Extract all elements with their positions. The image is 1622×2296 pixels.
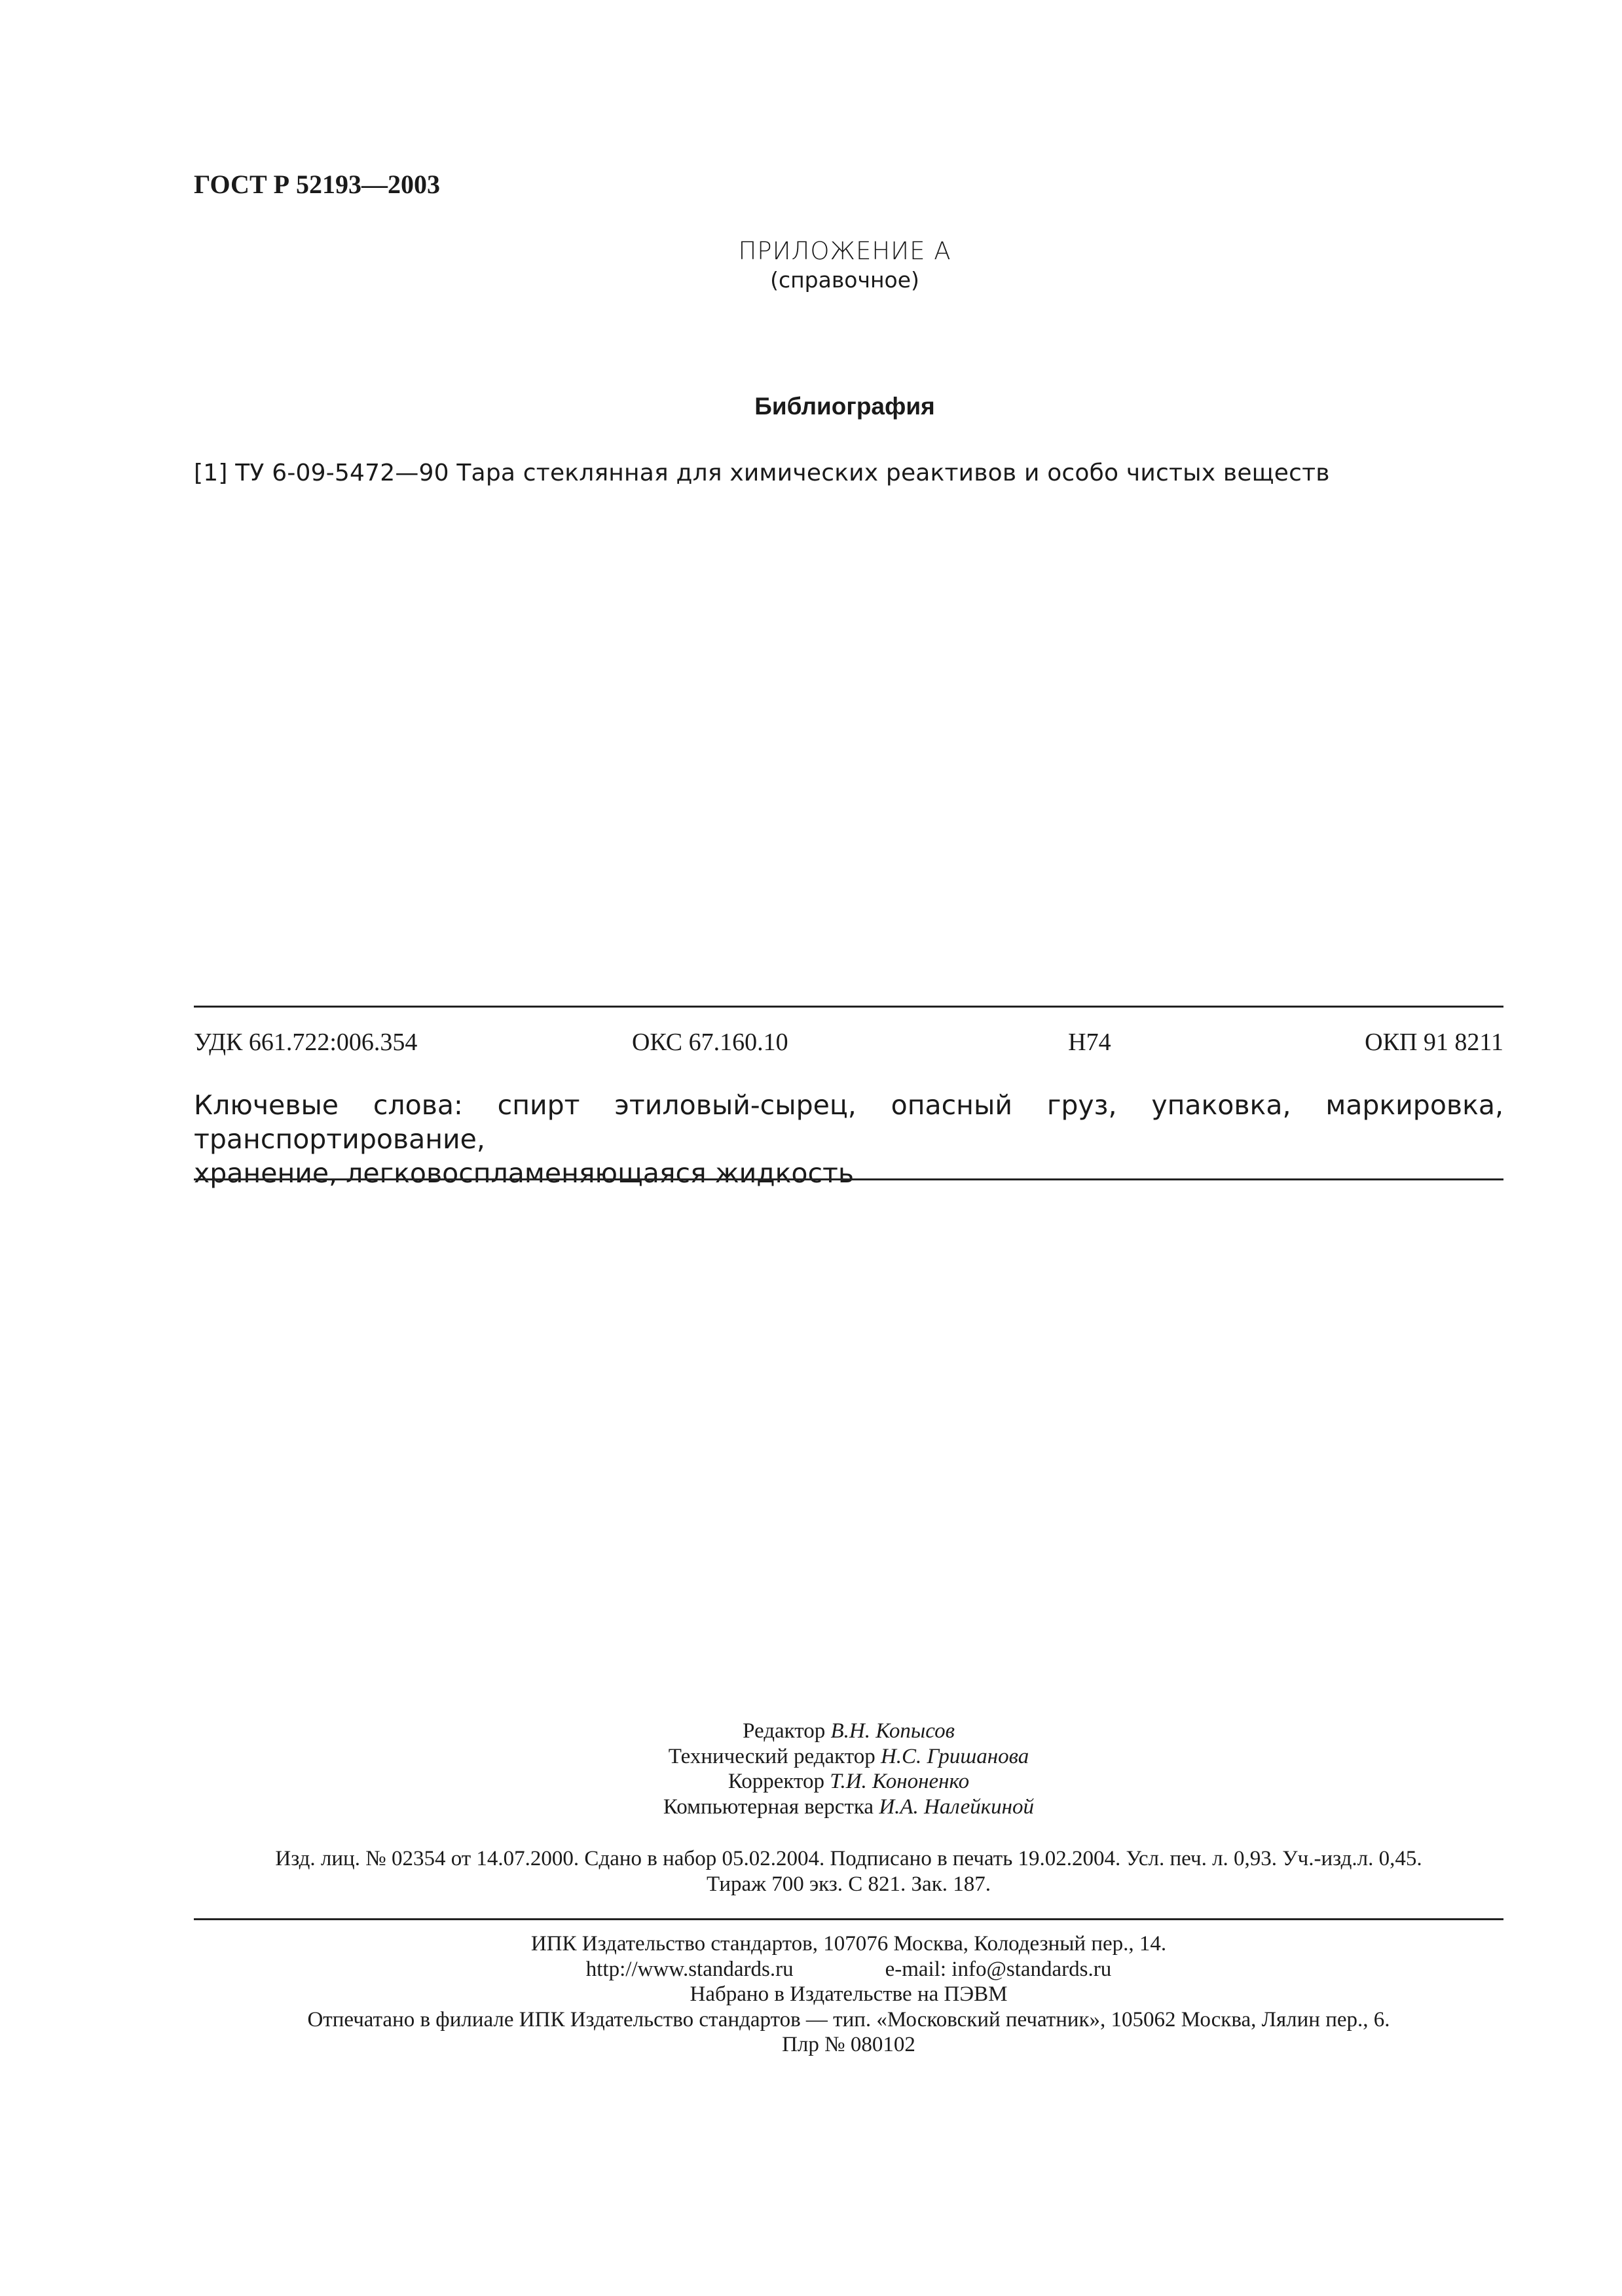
publisher-block (194, 1931, 1503, 2058)
group-code: Н74 (1068, 1029, 1111, 1056)
print-info (194, 1846, 1503, 1897)
classification-row (194, 1028, 1503, 1057)
divider-top (194, 1006, 1503, 1008)
publisher-license: Плр № 080102 (782, 2033, 915, 2056)
publisher-email: e-mail: info@standards.ru (885, 1957, 1112, 1981)
credit-tech-editor: Технический редактор Н.С. Гришанова (668, 1744, 1029, 1768)
publisher-website: http://www.standards.ru (585, 1957, 794, 1981)
okp-code: ОКП 91 8211 (1365, 1029, 1503, 1056)
divider-publisher (194, 1918, 1503, 1920)
credits-block (0, 1719, 1622, 1819)
keywords (194, 1088, 1503, 1190)
document-code: ГОСТ Р 52193—2003 (194, 170, 441, 199)
publisher-printed: Отпечатано в филиале ИПК Издательство стандартов — тип. «Московский печатник», 105062 Москва, Лялин пер., 6. (307, 2007, 1390, 2032)
print-info-line-2: Тираж 700 экз. С 821. Зак. 187. (707, 1872, 991, 1896)
bibliography-entry: [1] ТУ 6-09-5472—90 Тара стеклянная для химических реактивов и особо чистых веществ (194, 460, 1330, 486)
keywords-line-1: Ключевые слова: спирт этиловый-сырец, опасный груз, упаковка, маркировка, транспортирование, (194, 1089, 1503, 1155)
bibliography-title: Библиография (754, 393, 935, 420)
oks-code: ОКС 67.160.10 (631, 1029, 788, 1056)
appendix-title: ПРИЛОЖЕНИЕ А (738, 237, 951, 265)
publisher-address: ИПК Издательство стандартов, 107076 Москва, Колодезный пер., 14. (530, 1932, 1167, 1956)
publisher-typeset: Набрано в Издательстве на ПЭВМ (690, 1982, 1008, 2006)
credit-proofreader: Корректор Т.И. Кононенко (728, 1770, 970, 1793)
appendix-subtitle: (справочное) (770, 267, 919, 293)
credit-layout: Компьютерная верстка И.А. Налейкиной (663, 1795, 1035, 1819)
keywords-line-2: хранение, легковоспламеняющаяся жидкость (194, 1157, 855, 1189)
credit-editor: Редактор В.Н. Копысов (743, 1719, 955, 1743)
print-info-line-1: Изд. лиц. № 02354 от 14.07.2000. Сдано в набор 05.02.2004. Подписано в печать 19.02.2004. Усл. печ. л. 0,93. Уч.-изд.л. 0,45. (275, 1847, 1422, 1870)
divider-keywords (194, 1178, 1503, 1180)
publisher-contacts (194, 1957, 1503, 1982)
udk-code: УДК 661.722:006.354 (194, 1029, 418, 1056)
